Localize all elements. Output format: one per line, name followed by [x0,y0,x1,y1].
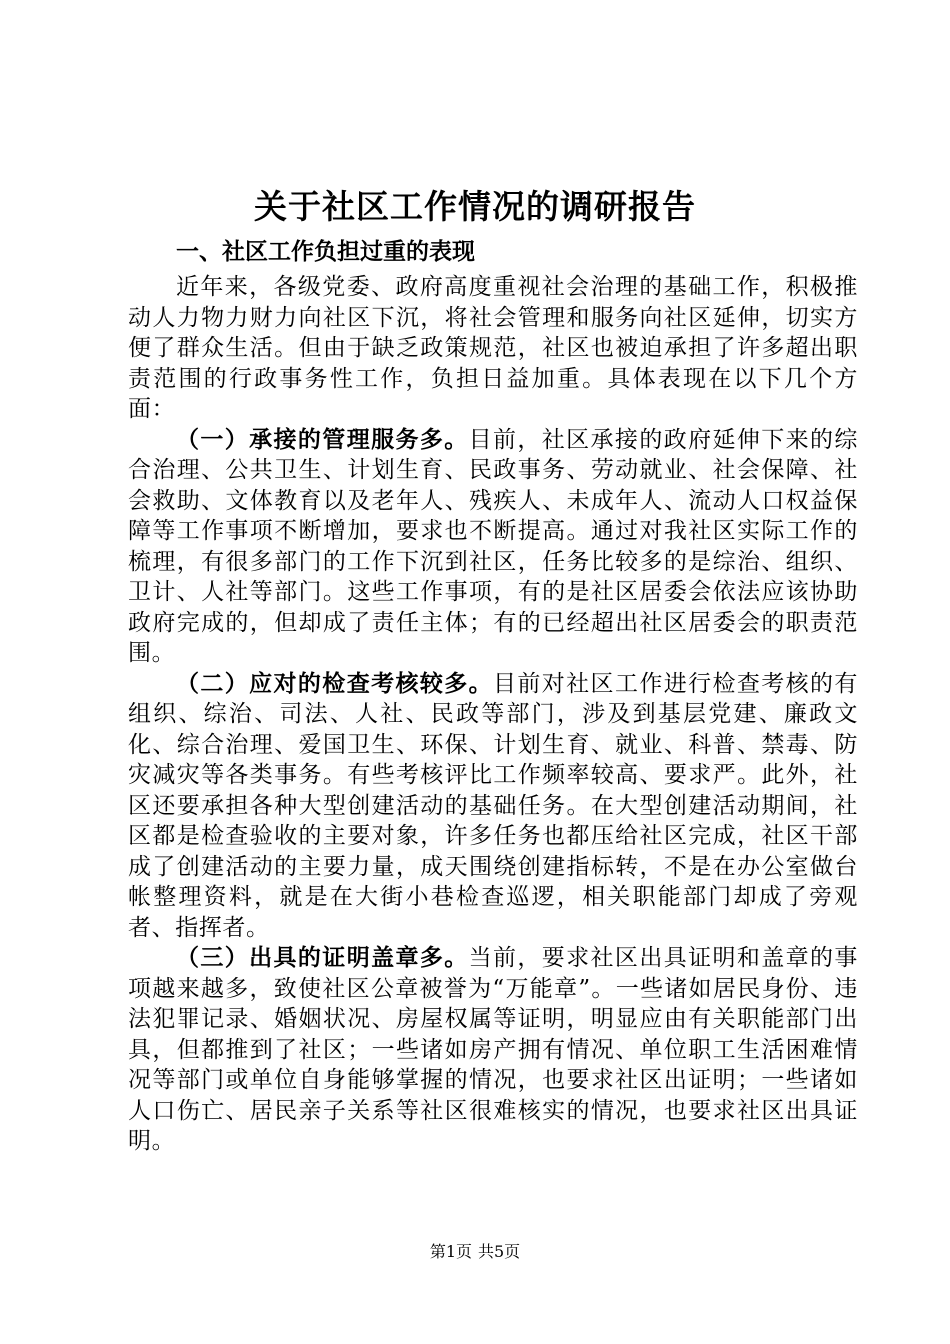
point-paragraph-2 [128,669,858,944]
point-text: 当前，要求社区出具证明和盖章的事项越来越多，致使社区公章被誉为“万能章”。一些诸如居民身份、违法犯罪记录、婚姻状况、房屋权属等证明，明显应由有关职能部门出具，但都推到了社区；一些诸如房产拥有情况、单位职工生活困难情况等部门或单位自身能够掌握的情况，也要求社区出证明；一些诸如人口伤亡、居民亲子关系等社区很难核实的情况，也要求社区出具证明。 [128,945,858,1154]
document-body [128,236,858,1157]
document-title: 关于社区工作情况的调研报告 [254,187,696,226]
point-text: 目前对社区工作进行检查考核的有组织、综治、司法、人社、民政等部门，涉及到基层党建、廉政文化、综合治理、爱国卫生、环保、计划生育、就业、科普、禁毒、防灾减灾等各类事务。有些考核评比工作频率较高、要求严。此外，社区还要承担各种大型创建活动的基础任务。在大型创建活动期间，社区都是检查验收的主要对象，许多任务也都压给社区完成，社区干部成了创建活动的主要力量，成天围绕创建指标转，不是在办公室做台帐整理资料，就是在大街小巷检查巡逻，相关职能部门却成了旁观者、指挥者。 [128,670,859,941]
page-footer [0,1240,950,1264]
point-paragraph-1 [128,425,858,669]
page-total: 共5页 [478,1242,521,1261]
intro-paragraph: 近年来，各级党委、政府高度重视社会治理的基础工作，积极推动人力物力财力向社区下沉，将社会管理和服务向社区延伸，切实方便了群众生活。但由于缺乏政策规范，社区也被迫承担了许多超出职责范围的行政事务性工作，负担日益加重。具体表现在以下几个方面： [128,274,858,422]
point-lead: （三）出具的证明盖章多。 [176,944,469,971]
section-heading: 一、社区工作负担过重的表现 [176,238,475,265]
point-lead: （二）应对的检查考核较多。 [176,669,494,697]
point-lead: （一）承接的管理服务多。 [176,425,469,453]
heading-spacer [128,236,858,272]
point-paragraph-3 [128,943,858,1157]
point-text: 目前，社区承接的政府延伸下来的综合治理、公共卫生、计划生育、民政事务、劳动就业、社会保障、社会救助、文体教育以及老年人、残疾人、未成年人、流动人口权益保障等工作事项不断增加，要求也不断提高。通过对我社区实际工作的梳理，有很多部门的工作下沉到社区，任务比较多的是综治、组织、卫计、人社等部门。这些工作事项，有的是社区居委会依法应该协助政府完成的，但却成了责任主体；有的已经超出社区居委会的职责范围。 [128,426,858,666]
page-number: 第1页 [429,1242,472,1261]
